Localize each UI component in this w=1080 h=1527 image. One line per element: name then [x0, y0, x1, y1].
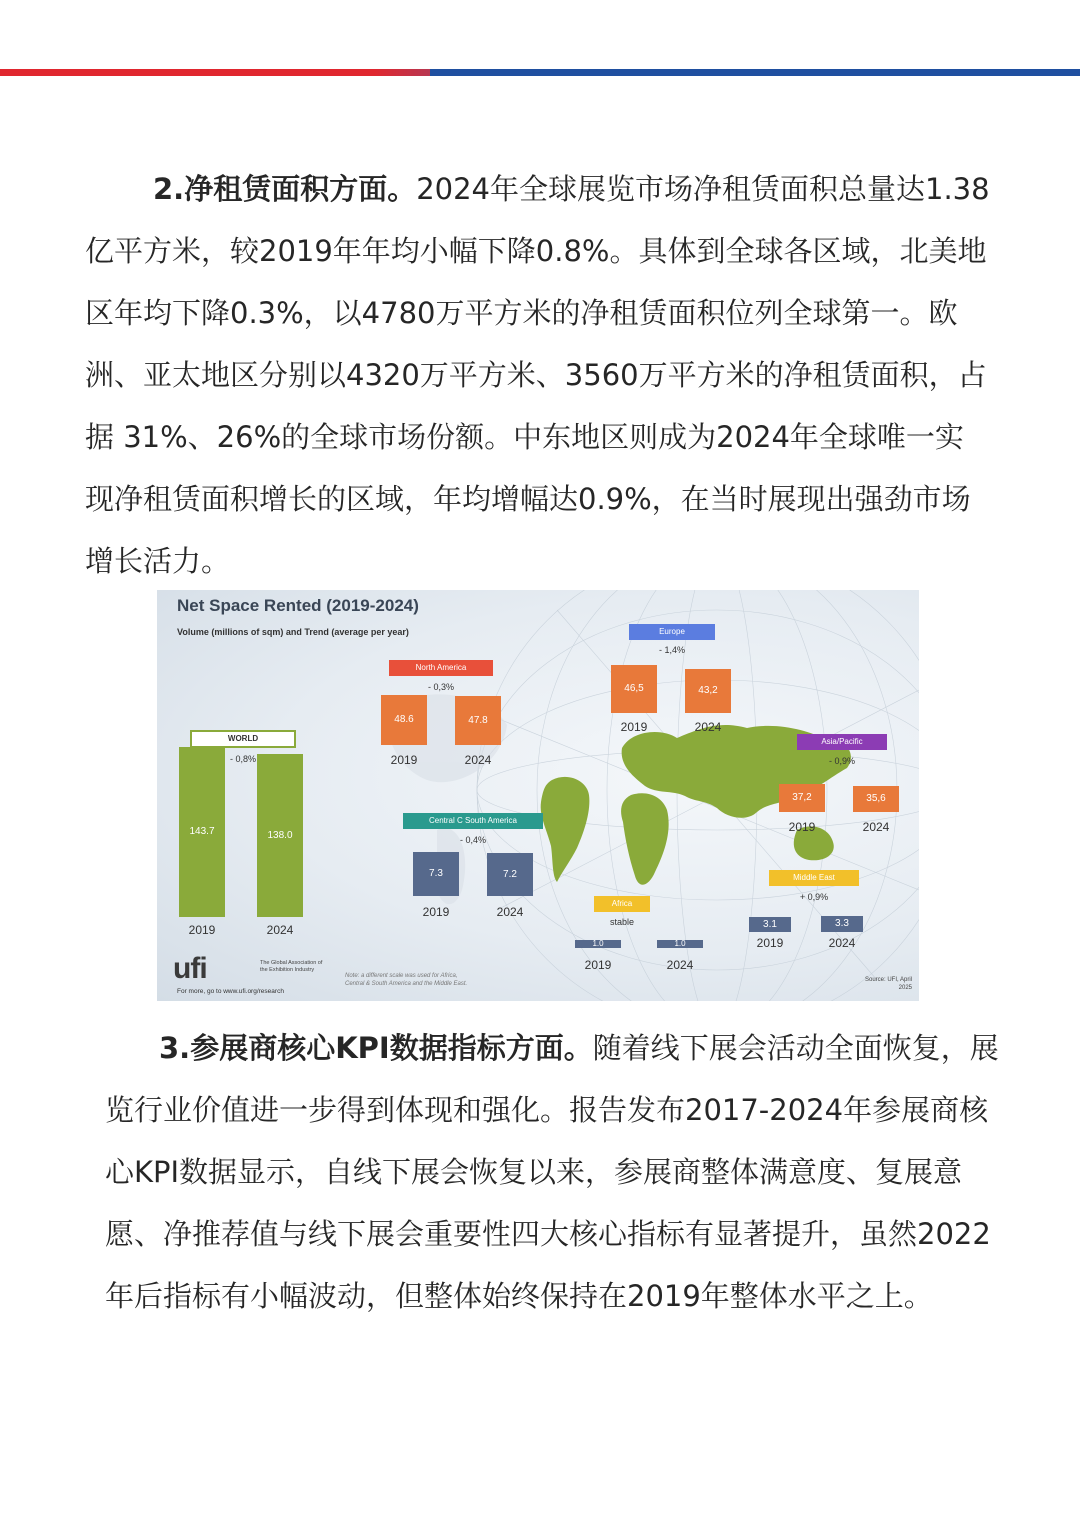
bar-africa-2024: 1.0 [657, 940, 703, 948]
region-trend-europe: - 1,4% [658, 645, 685, 655]
bar-world-2024: 138.0 [257, 754, 303, 917]
bar-north-america-2024: 47.8 [455, 696, 501, 745]
bar-europe-2024: 43,2 [685, 669, 731, 713]
bar-europe-2019: 46,5 [611, 665, 657, 713]
figure-source: Source: UFI, April 2025 [864, 977, 912, 991]
ufi-logo: ufi [173, 952, 207, 985]
header-accent-blue [430, 69, 1080, 76]
year-label-world-2024: 2024 [266, 923, 294, 937]
region-label-middle-east: Middle East [769, 870, 859, 886]
year-label-middle-east-2024: 2024 [828, 936, 856, 950]
region-trend-world: - 0,8% [229, 754, 256, 764]
figure-subtitle: Volume (millions of sqm) and Trend (average per year) [177, 627, 409, 637]
region-label-asia-pacific: Asia/Pacific [797, 734, 887, 750]
region-trend-middle-east: + 0,9% [799, 892, 829, 902]
header-accent-red [0, 69, 440, 76]
region-label-central-c-south-america: Central C South America [403, 813, 543, 829]
region-trend-north-america: - 0,3% [427, 682, 454, 692]
region-label-europe: Europe [629, 624, 715, 640]
header-accent-bar [0, 69, 1080, 76]
figure-note: Note: a different scale was used for Africa, Central & South America and the Middle East. [345, 973, 468, 987]
bar-asia-pacific-2024: 35,6 [853, 786, 899, 812]
year-label-europe-2019: 2019 [620, 720, 648, 734]
net-space-rented-infographic [157, 590, 919, 1001]
bar-world-2019: 143.7 [179, 747, 225, 917]
year-label-world-2019: 2019 [188, 923, 216, 937]
ufi-logo-description: The Global Association of the Exhibition Industry [260, 960, 323, 973]
year-label-central-c-south-america-2024: 2024 [496, 905, 524, 919]
bar-north-america-2019: 48.6 [381, 695, 427, 745]
year-label-asia-pacific-2024: 2024 [862, 820, 890, 834]
region-label-africa: Africa [594, 896, 650, 912]
ufi-research-link[interactable]: For more, go to www.ufi.org/research [177, 988, 284, 995]
section2-body: 2024年全球展览市场净租赁面积总量达1.38亿平方米，较2019年年均小幅下降0.8%。具体到全球各区域，北美地区年均下降0.3%，以4780万平方米的净租赁面积位列全球第一。欧洲、亚太地区分别以4320万平方米、3560万平方米的净租赁面积，占据 31%、26%的全球市场份额。中东地区则成为2024年全球唯一实现净租赁面积增长的区域，年均增幅达0.9%，在当时展现出强劲市场增长活力。 [85, 172, 990, 578]
section2-paragraph [85, 158, 990, 592]
year-label-north-america-2019: 2019 [390, 753, 418, 767]
section2-heading: 2.净租赁面积方面。 [153, 172, 417, 206]
region-label-world: WORLD [190, 730, 296, 748]
year-label-middle-east-2019: 2019 [756, 936, 784, 950]
bar-middle-east-2019: 3.1 [749, 917, 791, 932]
year-label-africa-2019: 2019 [584, 958, 612, 972]
year-label-north-america-2024: 2024 [464, 753, 492, 767]
bar-africa-2019: 1.0 [575, 940, 621, 948]
region-label-north-america: North America [389, 660, 493, 676]
year-label-africa-2024: 2024 [666, 958, 694, 972]
region-trend-africa: stable [609, 917, 635, 927]
section3-heading: 3.参展商核心KPI数据指标方面。 [159, 1031, 593, 1065]
bar-asia-pacific-2019: 37,2 [779, 784, 825, 812]
bar-central-c-south-america-2019: 7.3 [413, 852, 459, 896]
figure-title: Net Space Rented (2019-2024) [177, 596, 419, 615]
year-label-central-c-south-america-2019: 2019 [422, 905, 450, 919]
year-label-asia-pacific-2019: 2019 [788, 820, 816, 834]
section3-paragraph [105, 1017, 1005, 1327]
region-trend-asia-pacific: - 0,9% [828, 756, 855, 766]
section3-body: 随着线下展会活动全面恢复，展览行业价值进一步得到体现和强化。报告发布2017-2024年参展商核心KPI数据显示，自线下展会恢复以来，参展商整体满意度、复展意愿、净推荐值与线下展会重要性四大核心指标有显著提升，虽然2022年后指标有小幅波动，但整体始终保持在2019年整体水平之上。 [105, 1031, 999, 1313]
region-trend-central-c-south-america: - 0,4% [459, 835, 486, 845]
year-label-europe-2024: 2024 [694, 720, 722, 734]
bar-central-c-south-america-2024: 7.2 [487, 853, 533, 896]
bar-middle-east-2024: 3.3 [821, 916, 863, 932]
